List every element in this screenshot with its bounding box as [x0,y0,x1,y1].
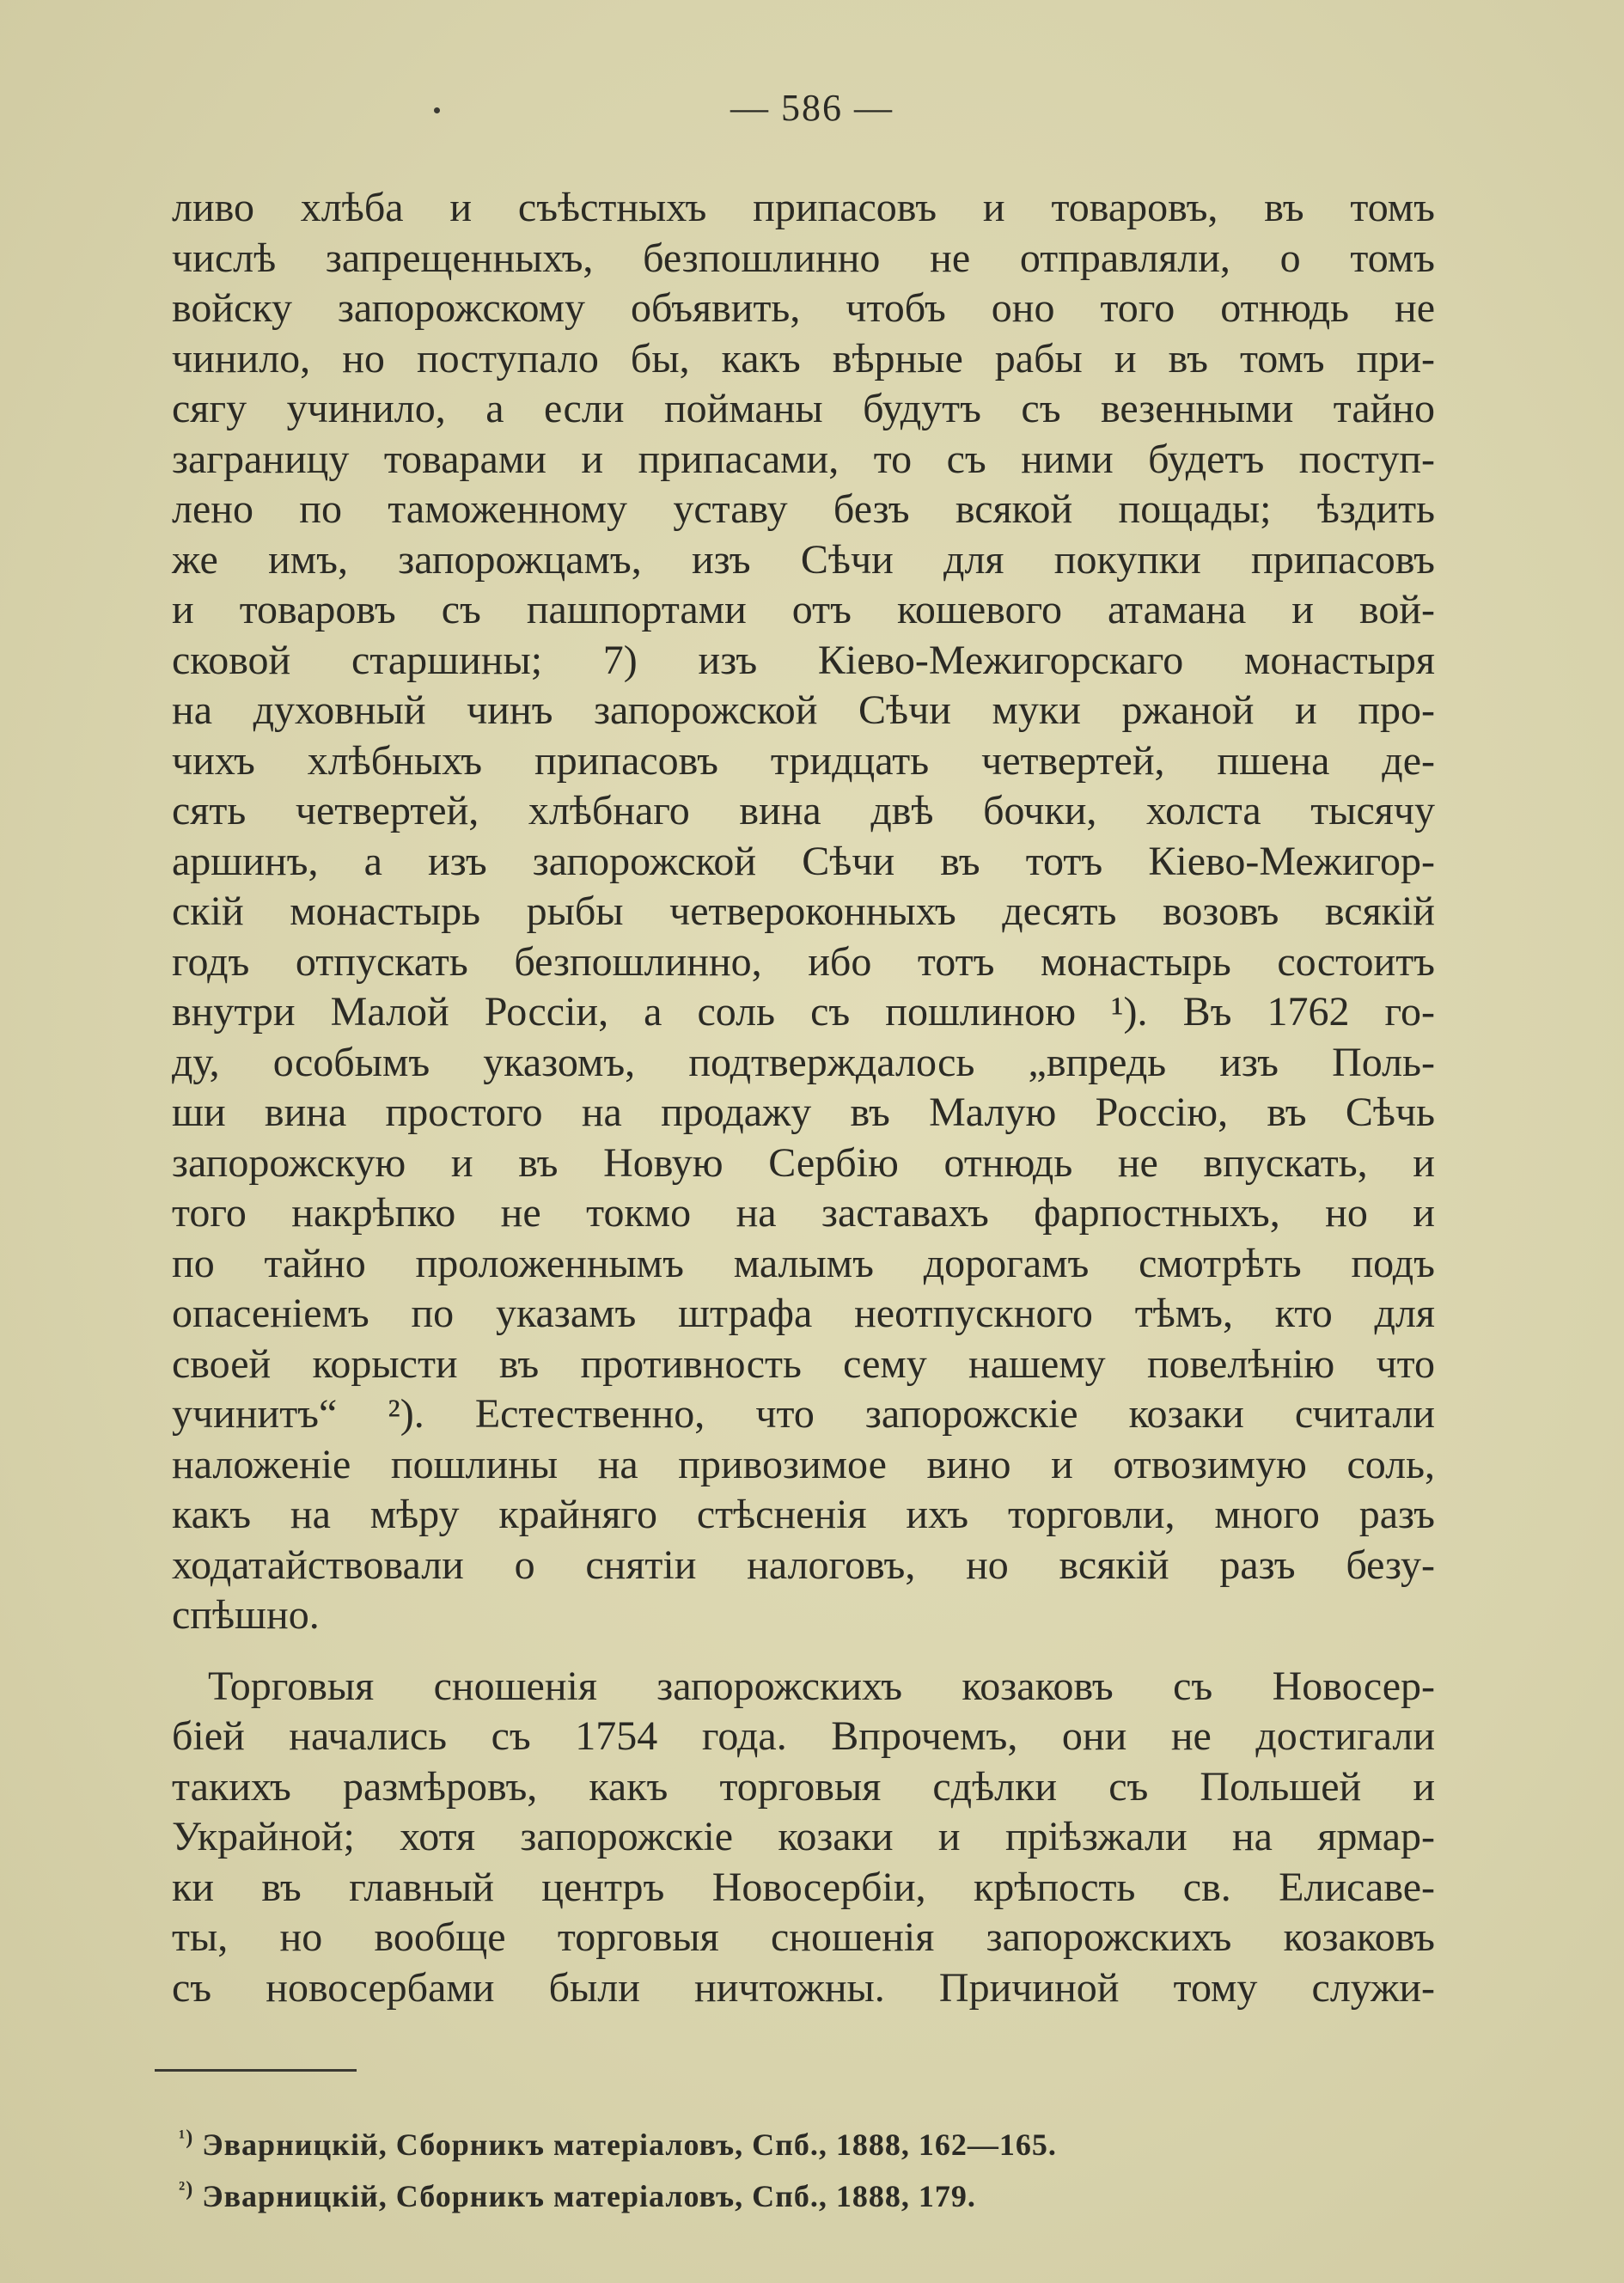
text-line: Украйной; хотя запорожскіе козаки и пріѣзжали на ярмар- [172,1814,1435,1859]
text-line: того накрѣпко не токмо на заставахъ фарпостныхъ, но и [172,1190,1435,1236]
text-line: сягу учинило, а если пойманы будутъ съ везенными тайно [172,386,1435,431]
text-line: біей начались съ 1754 года. Впрочемъ, они не достигали [172,1713,1435,1759]
text-line: ходатайствовали о снятіи налоговъ, но всякій разъ безу- [172,1541,1435,1588]
text-line: съ новосербами были ничтожны. Причиной тому служи- [172,1964,1435,2011]
text-line: на духовный чинъ запорожской Сѣчи муки ржаной и про- [172,687,1435,733]
text-line: и товаровъ съ пашпортами отъ кошевого атамана и вой- [172,587,1435,632]
text-line: чинило, но поступало бы, какъ вѣрные рабы и въ томъ при- [172,335,1435,382]
text-line: числѣ запрещенныхъ, безпошлинно не отправляли, о томъ [172,235,1435,281]
text-line: внутри Малой Россіи, а соль съ пошлиною ¹). Въ 1762 го- [172,989,1435,1035]
text-line: чихъ хлѣбныхъ припасовъ тридцать четвертей, пшена де- [172,737,1435,784]
text-line: заграницу товарами и припасами, то съ ними будетъ поступ- [172,436,1435,482]
footnote-marker: ¹) [179,2127,194,2149]
footnote-text: Эварницкій, Сборникъ матеріаловъ, Спб., 1888, 162—165. [202,2127,1057,2162]
footnote-marker: ²) [179,2178,194,2201]
text-line: опасеніемъ по указамъ штрафа неотпускного тѣмъ, кто для [172,1291,1435,1336]
text-line: ты, но вообще торговыя сношенія запорожскихъ козаковъ [172,1914,1435,1960]
text-line: какъ на мѣру крайняго стѣсненія ихъ торговли, много разъ [172,1492,1435,1537]
text-line: аршинъ, а изъ запорожской Сѣчи въ тотъ Кіево-Межигор- [172,838,1435,884]
text-line: по тайно проложеннымъ малымъ дорогамъ смотрѣть подъ [172,1240,1435,1286]
footnotes [179,2115,1382,2219]
text-line: скій монастырь рыбы четвероконныхъ десять возовъ всякій [172,888,1435,934]
text-line: наложеніе пошлины на привозимое вино и отвозимую соль, [172,1441,1435,1487]
page-number: — 586 — [730,87,894,129]
text-line: спѣшно. [172,1592,320,1638]
text-line: же имъ, запорожцамъ, изъ Сѣчи для покупки припасовъ [172,536,1435,583]
body-text [172,183,1435,2013]
footnote-2 [179,2167,1382,2219]
text-line: запорожскую и въ Новую Сербію отнюдь не впускать, и [172,1139,1435,1186]
text-line: ду, особымъ указомъ, подтверждалось „впредь изъ Поль- [172,1039,1435,1085]
footnote-1 [179,2115,1382,2167]
text-line: ки въ главный центръ Новосербіи, крѣпость св. Елисаве- [172,1864,1435,1910]
text-line: годъ отпускать безпошлинно, ибо тотъ монастырь состоитъ [172,938,1435,985]
text-line: такихъ размѣровъ, какъ торговыя сдѣлки съ Польшей и [172,1763,1435,1810]
text-line: сять четвертей, хлѣбнаго вина двѣ бочки, холста тысячу [172,788,1435,833]
text-line: лено по таможенному уставу безъ всякой пощады; ѣздить [172,486,1435,532]
text-line: войску запорожскому объявить, чтобъ оно того отнюдь не [172,285,1435,331]
text-line: ливо хлѣба и съѣстныхъ припасовъ и товаровъ, въ томъ [172,185,1435,230]
text-line: сковой старшины; 7) изъ Кіево-Межигорскаго монастыря [172,637,1435,683]
text-line: учинитъ“ ²). Естественно, что запорожскіе козаки считали [172,1391,1435,1437]
text-line: Торговыя сношенія запорожскихъ козаковъ съ Новосер- [208,1663,1435,1709]
paragraph-gap [172,1641,1435,1662]
footnote-divider [155,2069,357,2072]
footnote-text: Эварницкій, Сборникъ матеріаловъ, Спб., 1888, 179. [202,2179,976,2213]
text-line: ши вина простого на продажу въ Малую Россію, въ Сѣчь [172,1090,1435,1135]
text-line: своей корысти въ противность сему нашему повелѣнію что [172,1340,1435,1387]
